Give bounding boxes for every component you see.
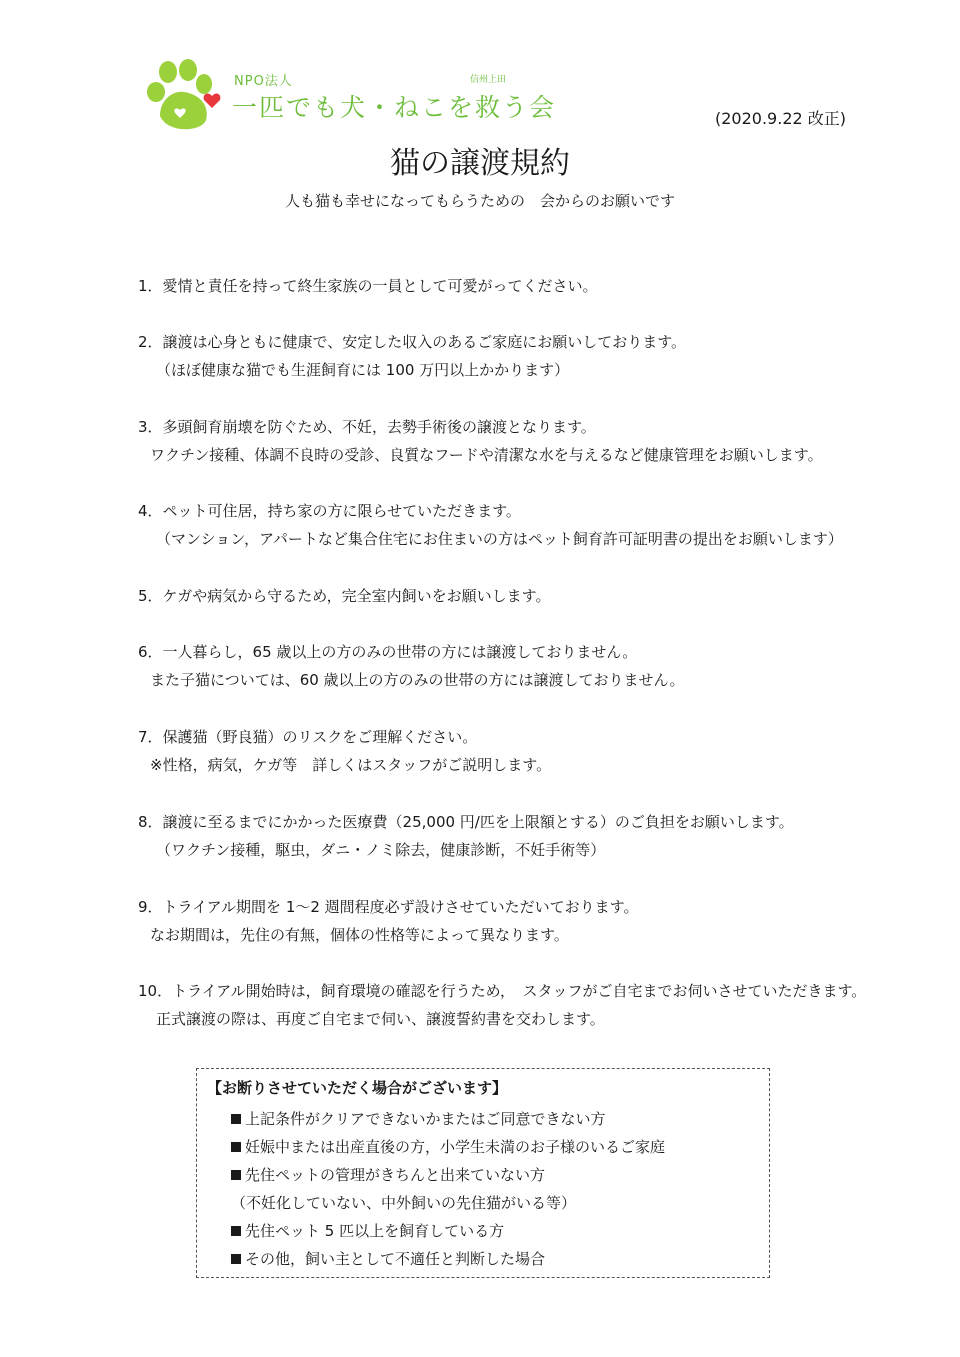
rule-text: トライアル期間を 1～2 週間程度必ず設けさせていただいております。 (162, 898, 639, 916)
page-title: 猫の譲渡規約 (390, 146, 570, 181)
rule-number: 1． (138, 277, 163, 295)
rule-number: 2． (138, 333, 163, 351)
rule-item (138, 977, 866, 1033)
rule-text: 一人暮らし，65 歳以上の方のみの世帯の方には譲渡しておりません。 (162, 643, 638, 661)
rule-number: 9． (138, 898, 163, 916)
square-bullet-icon (231, 1170, 241, 1180)
rule-item (138, 582, 550, 610)
page-subtitle: 人も猫も幸せになってもらうための 会からのお願いです (284, 192, 675, 210)
refusal-item (231, 1133, 665, 1161)
rule-note: （ほぼ健康な猫でも生涯飼育には 100 万円以上かかります） (156, 361, 570, 379)
rule-number: 3． (138, 418, 163, 436)
rule-note: （ワクチン接種，駆虫，ダニ・ノミ除去，健康診断，不妊手術等） (156, 841, 606, 859)
rule-item (138, 413, 823, 469)
refusal-item (231, 1105, 665, 1133)
rule-note: ※性格，病気，ケガ等 詳しくはスタッフがご説明します。 (150, 756, 552, 774)
square-bullet-icon (231, 1254, 241, 1264)
rule-text: ペット可住居，持ち家の方に限らせていただきます。 (162, 502, 521, 520)
rule-note: なお期間は，先住の有無，個体の性格等によって異なります。 (150, 926, 569, 944)
refusal-item (231, 1217, 665, 1245)
rule-item (138, 328, 686, 384)
rule-item (138, 723, 551, 779)
revision-date: (2020.9.22 改正) (715, 109, 847, 128)
rule-number: 7． (138, 728, 163, 746)
square-bullet-icon (231, 1142, 241, 1152)
rule-text: トライアル開始時は，飼育環境の確認を行うため， スタッフがご自宅までお伺いさせていただきます。 (172, 982, 867, 1000)
rule-number: 10． (138, 982, 173, 1000)
rule-note: （マンション，アパートなど集合住宅にお住まいの方はペット飼育許可証明書の提出をお願いします） (156, 530, 843, 548)
rule-number: 5． (138, 587, 163, 605)
refusal-item (231, 1161, 665, 1189)
rule-item (138, 272, 598, 300)
square-bullet-icon (231, 1226, 241, 1236)
rule-note: また子猫については、60 歳以上の方のみの世帯の方には譲渡しておりません。 (150, 671, 685, 689)
rule-text: ケガや病気から守るため，完全室内飼いをお願いします。 (162, 587, 551, 605)
logo-org-type: NPO法人 (234, 74, 293, 89)
rule-text: 保護猫（野良猫）のリスクをご理解ください。 (162, 728, 478, 746)
rule-text: 譲渡に至るまでにかかった医療費（25,000 円/匹を上限額とする）のご負担をお願いします。 (162, 813, 794, 831)
refusal-item-text: 先住ペットの管理がきちんと出来ていない方 (245, 1166, 546, 1184)
rule-number: 6． (138, 643, 163, 661)
refusal-item-note (231, 1189, 665, 1217)
rule-note: 正式譲渡の際は、再度ご自宅まで伺い、譲渡誓約書を交わします。 (156, 1010, 605, 1028)
refusal-list (231, 1105, 665, 1273)
rule-item (138, 893, 638, 949)
refusal-item-text: その他，飼い主として不適任と判断した場合 (245, 1250, 546, 1268)
rule-item (138, 497, 843, 553)
refusal-item (231, 1245, 665, 1273)
refusal-item-text: 上記条件がクリアできないかまたはご同意できない方 (245, 1110, 606, 1128)
organization-logo (140, 58, 557, 138)
rule-item (138, 638, 684, 694)
rule-text: 愛情と責任を持って終生家族の一員として可愛がってください。 (162, 277, 598, 295)
rule-number: 8． (138, 813, 163, 831)
refusal-item-text: 妊娠中または出産直後の方，小学生未満のお子様のいるご家庭 (245, 1138, 666, 1156)
rule-number: 4． (138, 502, 163, 520)
refusal-item-text: 先住ペット 5 匹以上を飼育している方 (245, 1222, 505, 1240)
refusal-item-text: （不妊化していない、中外飼いの先住猫がいる等） (231, 1194, 577, 1212)
rule-item (138, 808, 794, 864)
square-bullet-icon (231, 1114, 241, 1124)
refusal-notice-box (196, 1068, 770, 1278)
rule-text: 多頭飼育崩壊を防ぐため、不妊，去勢手術後の譲渡となります。 (162, 418, 596, 436)
paw-icon (140, 58, 226, 136)
refusal-title: 【お断りさせていただく場合がございます】 (207, 1079, 508, 1097)
logo-org-name: 一匹でも犬・ねこを救う会 (232, 93, 557, 122)
logo-region: 信州上田 (470, 75, 507, 85)
rule-text: 譲渡は心身ともに健康で、安定した収入のあるご家庭にお願いしております。 (162, 333, 687, 351)
rule-note: ワクチン接種、体調不良時の受診、良質なフードや清潔な水を与えるなど健康管理をお願いします。 (150, 446, 823, 464)
